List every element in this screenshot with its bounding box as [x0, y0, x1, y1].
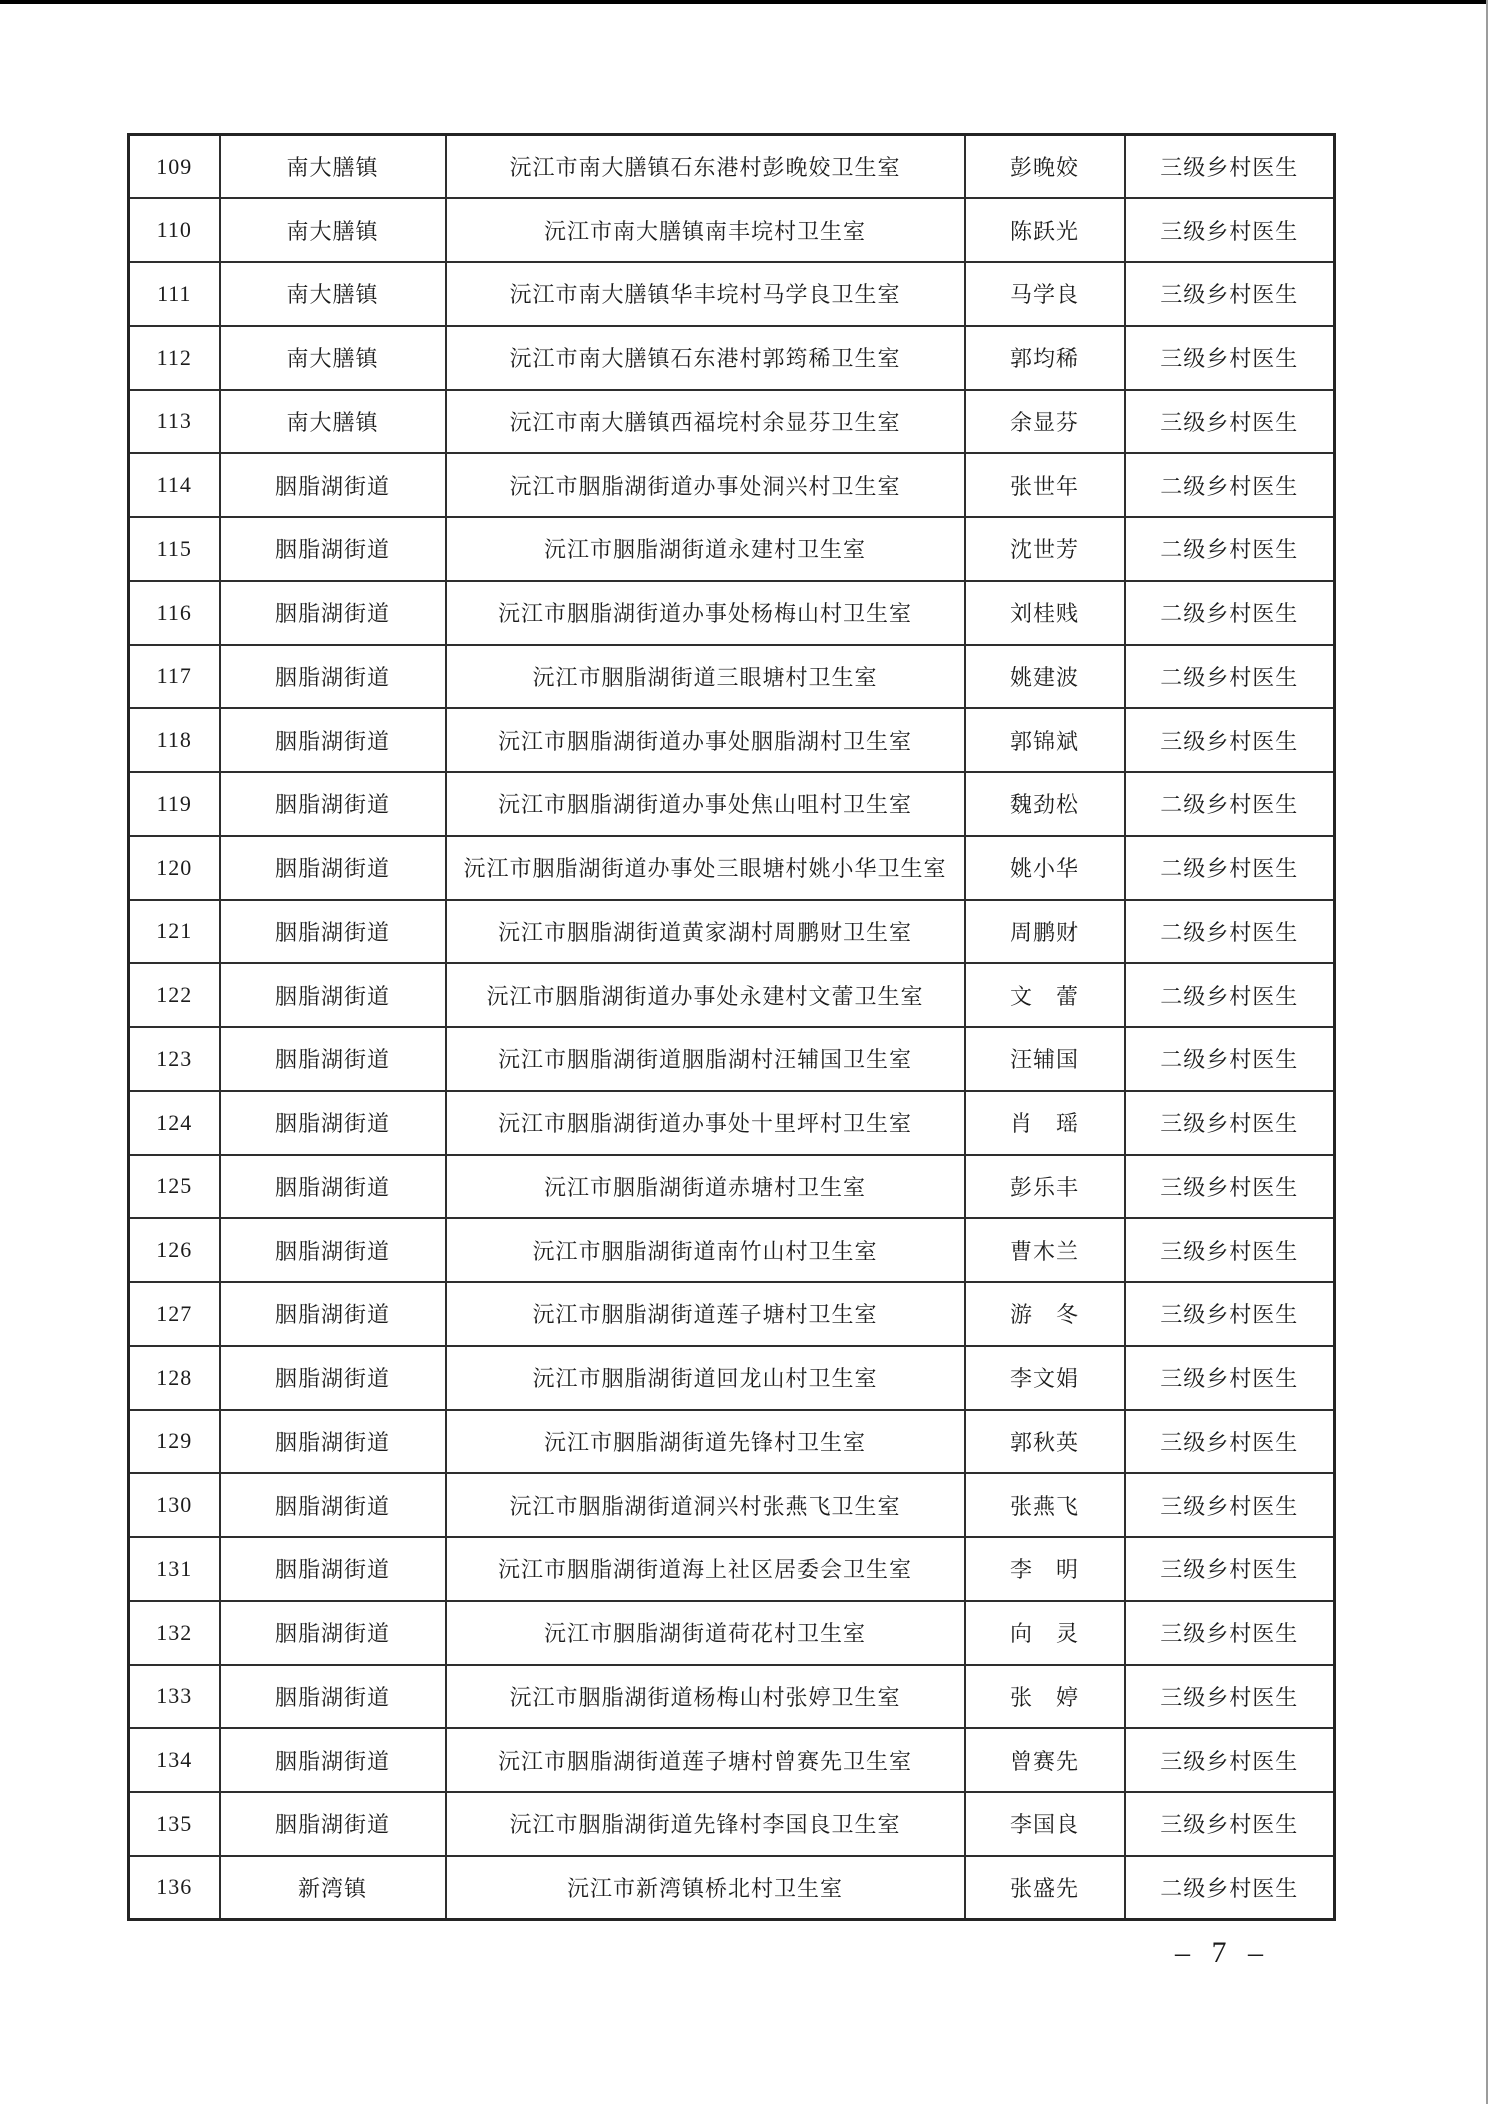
table-row	[129, 1410, 1335, 1474]
cell-town: 胭脂湖街道	[220, 1665, 446, 1729]
cell-clinic: 沅江市胭脂湖街道洞兴村张燕飞卫生室	[446, 1473, 965, 1537]
table-row	[129, 1665, 1335, 1729]
cell-level: 三级乡村医生	[1125, 198, 1335, 262]
table-row	[129, 1792, 1335, 1856]
cell-serial: 111	[129, 262, 220, 326]
cell-town: 胭脂湖街道	[220, 708, 446, 772]
cell-level: 二级乡村医生	[1125, 645, 1335, 709]
table-row	[129, 326, 1335, 390]
cell-serial: 113	[129, 390, 220, 454]
cell-clinic: 沅江市新湾镇桥北村卫生室	[446, 1856, 965, 1920]
scan-artifact-top-bar	[0, 0, 1488, 4]
cell-name: 郭均稀	[965, 326, 1125, 390]
cell-clinic: 沅江市胭脂湖街道办事处永建村文蕾卫生室	[446, 963, 965, 1027]
cell-level: 二级乡村医生	[1125, 581, 1335, 645]
cell-town: 胭脂湖街道	[220, 963, 446, 1027]
cell-level: 三级乡村医生	[1125, 1537, 1335, 1601]
table-row	[129, 1601, 1335, 1665]
cell-clinic: 沅江市南大膳镇石东港村彭晚姣卫生室	[446, 135, 965, 199]
cell-town: 胭脂湖街道	[220, 1346, 446, 1410]
cell-level: 二级乡村医生	[1125, 517, 1335, 581]
cell-name: 陈跃光	[965, 198, 1125, 262]
cell-level: 三级乡村医生	[1125, 1346, 1335, 1410]
cell-clinic: 沅江市胭脂湖街道赤塘村卫生室	[446, 1155, 965, 1219]
cell-town: 胭脂湖街道	[220, 1473, 446, 1537]
cell-town: 胭脂湖街道	[220, 836, 446, 900]
table-row	[129, 198, 1335, 262]
cell-serial: 118	[129, 708, 220, 772]
cell-clinic: 沅江市胭脂湖街道办事处焦山咀村卫生室	[446, 772, 965, 836]
cell-name: 彭乐丰	[965, 1155, 1125, 1219]
table-row	[129, 453, 1335, 517]
cell-town: 胭脂湖街道	[220, 1537, 446, 1601]
cell-level: 三级乡村医生	[1125, 1792, 1335, 1856]
table-row	[129, 135, 1335, 199]
cell-name: 汪辅国	[965, 1027, 1125, 1091]
cell-clinic: 沅江市胭脂湖街道海上社区居委会卫生室	[446, 1537, 965, 1601]
cell-level: 三级乡村医生	[1125, 262, 1335, 326]
cell-clinic: 沅江市胭脂湖街道杨梅山村张婷卫生室	[446, 1665, 965, 1729]
cell-level: 三级乡村医生	[1125, 1473, 1335, 1537]
cell-level: 三级乡村医生	[1125, 1091, 1335, 1155]
cell-town: 胭脂湖街道	[220, 1218, 446, 1282]
cell-name: 魏劲松	[965, 772, 1125, 836]
cell-clinic: 沅江市南大膳镇华丰垸村马学良卫生室	[446, 262, 965, 326]
cell-clinic: 沅江市胭脂湖街道莲子塘村曾赛先卫生室	[446, 1728, 965, 1792]
table-row	[129, 1473, 1335, 1537]
cell-name: 周鹏财	[965, 900, 1125, 964]
cell-serial: 115	[129, 517, 220, 581]
table-row	[129, 1091, 1335, 1155]
cell-clinic: 沅江市胭脂湖街道办事处十里坪村卫生室	[446, 1091, 965, 1155]
cell-clinic: 沅江市胭脂湖街道南竹山村卫生室	[446, 1218, 965, 1282]
table-row	[129, 1856, 1335, 1920]
cell-clinic: 沅江市胭脂湖街道黄家湖村周鹏财卫生室	[446, 900, 965, 964]
cell-name: 张 婷	[965, 1665, 1125, 1729]
cell-town: 胭脂湖街道	[220, 772, 446, 836]
cell-level: 二级乡村医生	[1125, 836, 1335, 900]
cell-level: 二级乡村医生	[1125, 772, 1335, 836]
cell-clinic: 沅江市胭脂湖街道先锋村卫生室	[446, 1410, 965, 1474]
cell-town: 胭脂湖街道	[220, 1282, 446, 1346]
cell-serial: 123	[129, 1027, 220, 1091]
cell-name: 郭秋英	[965, 1410, 1125, 1474]
cell-level: 三级乡村医生	[1125, 1155, 1335, 1219]
cell-level: 三级乡村医生	[1125, 1218, 1335, 1282]
table-row	[129, 1282, 1335, 1346]
cell-serial: 129	[129, 1410, 220, 1474]
cell-town: 胭脂湖街道	[220, 517, 446, 581]
cell-town: 南大膳镇	[220, 262, 446, 326]
cell-level: 三级乡村医生	[1125, 135, 1335, 199]
cell-name: 郭锦斌	[965, 708, 1125, 772]
cell-town: 胭脂湖街道	[220, 1792, 446, 1856]
cell-serial: 136	[129, 1856, 220, 1920]
cell-name: 刘桂贱	[965, 581, 1125, 645]
cell-serial: 128	[129, 1346, 220, 1410]
table-row	[129, 581, 1335, 645]
cell-name: 张燕飞	[965, 1473, 1125, 1537]
cell-clinic: 沅江市胭脂湖街道回龙山村卫生室	[446, 1346, 965, 1410]
cell-level: 三级乡村医生	[1125, 1601, 1335, 1665]
cell-town: 南大膳镇	[220, 135, 446, 199]
cell-name: 游 冬	[965, 1282, 1125, 1346]
table-row	[129, 262, 1335, 326]
cell-town: 新湾镇	[220, 1856, 446, 1920]
cell-town: 胭脂湖街道	[220, 1728, 446, 1792]
cell-clinic: 沅江市胭脂湖街道办事处洞兴村卫生室	[446, 453, 965, 517]
table-row	[129, 708, 1335, 772]
cell-town: 胭脂湖街道	[220, 1091, 446, 1155]
page-number: – 7 –	[1175, 1936, 1265, 1969]
cell-name: 肖 瑶	[965, 1091, 1125, 1155]
table-row	[129, 1728, 1335, 1792]
cell-clinic: 沅江市胭脂湖街道先锋村李国良卫生室	[446, 1792, 965, 1856]
cell-level: 二级乡村医生	[1125, 1027, 1335, 1091]
roster-table-body	[129, 135, 1335, 1920]
cell-level: 三级乡村医生	[1125, 1410, 1335, 1474]
cell-clinic: 沅江市胭脂湖街道办事处胭脂湖村卫生室	[446, 708, 965, 772]
cell-serial: 127	[129, 1282, 220, 1346]
cell-clinic: 沅江市胭脂湖街道永建村卫生室	[446, 517, 965, 581]
table-row	[129, 963, 1335, 1027]
table-row	[129, 772, 1335, 836]
village-doctor-roster-table	[127, 133, 1336, 1921]
cell-name: 向 灵	[965, 1601, 1125, 1665]
table-row	[129, 517, 1335, 581]
cell-clinic: 沅江市南大膳镇西福垸村余显芬卫生室	[446, 390, 965, 454]
cell-level: 二级乡村医生	[1125, 453, 1335, 517]
cell-serial: 135	[129, 1792, 220, 1856]
cell-clinic: 沅江市胭脂湖街道三眼塘村卫生室	[446, 645, 965, 709]
table-row	[129, 900, 1335, 964]
cell-name: 余显芬	[965, 390, 1125, 454]
table-row	[129, 1218, 1335, 1282]
cell-serial: 119	[129, 772, 220, 836]
cell-name: 姚小华	[965, 836, 1125, 900]
table-row	[129, 836, 1335, 900]
cell-name: 张世年	[965, 453, 1125, 517]
cell-name: 张盛先	[965, 1856, 1125, 1920]
cell-serial: 124	[129, 1091, 220, 1155]
cell-clinic: 沅江市胭脂湖街道荷花村卫生室	[446, 1601, 965, 1665]
table-row	[129, 645, 1335, 709]
cell-name: 曹木兰	[965, 1218, 1125, 1282]
cell-town: 胭脂湖街道	[220, 1410, 446, 1474]
cell-level: 三级乡村医生	[1125, 390, 1335, 454]
cell-town: 南大膳镇	[220, 198, 446, 262]
cell-serial: 110	[129, 198, 220, 262]
table-row	[129, 1537, 1335, 1601]
cell-serial: 117	[129, 645, 220, 709]
cell-clinic: 沅江市胭脂湖街道办事处杨梅山村卫生室	[446, 581, 965, 645]
cell-clinic: 沅江市南大膳镇石东港村郭筠稀卫生室	[446, 326, 965, 390]
cell-name: 马学良	[965, 262, 1125, 326]
table-row	[129, 1155, 1335, 1219]
cell-serial: 116	[129, 581, 220, 645]
table-row	[129, 1346, 1335, 1410]
cell-serial: 122	[129, 963, 220, 1027]
cell-serial: 126	[129, 1218, 220, 1282]
cell-name: 李国良	[965, 1792, 1125, 1856]
cell-name: 李 明	[965, 1537, 1125, 1601]
cell-level: 三级乡村医生	[1125, 1282, 1335, 1346]
cell-name: 沈世芳	[965, 517, 1125, 581]
cell-town: 胭脂湖街道	[220, 1601, 446, 1665]
cell-town: 胭脂湖街道	[220, 900, 446, 964]
cell-serial: 112	[129, 326, 220, 390]
cell-level: 三级乡村医生	[1125, 1665, 1335, 1729]
cell-serial: 132	[129, 1601, 220, 1665]
cell-town: 胭脂湖街道	[220, 645, 446, 709]
cell-serial: 120	[129, 836, 220, 900]
cell-serial: 121	[129, 900, 220, 964]
cell-town: 胭脂湖街道	[220, 1027, 446, 1091]
cell-serial: 114	[129, 453, 220, 517]
cell-level: 三级乡村医生	[1125, 326, 1335, 390]
cell-serial: 125	[129, 1155, 220, 1219]
cell-serial: 109	[129, 135, 220, 199]
cell-name: 文 蕾	[965, 963, 1125, 1027]
cell-clinic: 沅江市胭脂湖街道办事处三眼塘村姚小华卫生室	[446, 836, 965, 900]
cell-town: 胭脂湖街道	[220, 453, 446, 517]
cell-clinic: 沅江市南大膳镇南丰垸村卫生室	[446, 198, 965, 262]
cell-town: 南大膳镇	[220, 326, 446, 390]
cell-serial: 133	[129, 1665, 220, 1729]
cell-name: 曾赛先	[965, 1728, 1125, 1792]
table-row	[129, 1027, 1335, 1091]
cell-town: 南大膳镇	[220, 390, 446, 454]
cell-town: 胭脂湖街道	[220, 581, 446, 645]
cell-level: 三级乡村医生	[1125, 1728, 1335, 1792]
cell-serial: 130	[129, 1473, 220, 1537]
cell-name: 李文娟	[965, 1346, 1125, 1410]
cell-level: 二级乡村医生	[1125, 963, 1335, 1027]
cell-level: 三级乡村医生	[1125, 708, 1335, 772]
cell-level: 二级乡村医生	[1125, 1856, 1335, 1920]
cell-level: 二级乡村医生	[1125, 900, 1335, 964]
cell-town: 胭脂湖街道	[220, 1155, 446, 1219]
table-row	[129, 390, 1335, 454]
cell-name: 姚建波	[965, 645, 1125, 709]
cell-serial: 131	[129, 1537, 220, 1601]
cell-serial: 134	[129, 1728, 220, 1792]
cell-name: 彭晚姣	[965, 135, 1125, 199]
cell-clinic: 沅江市胭脂湖街道胭脂湖村汪辅国卫生室	[446, 1027, 965, 1091]
cell-clinic: 沅江市胭脂湖街道莲子塘村卫生室	[446, 1282, 965, 1346]
